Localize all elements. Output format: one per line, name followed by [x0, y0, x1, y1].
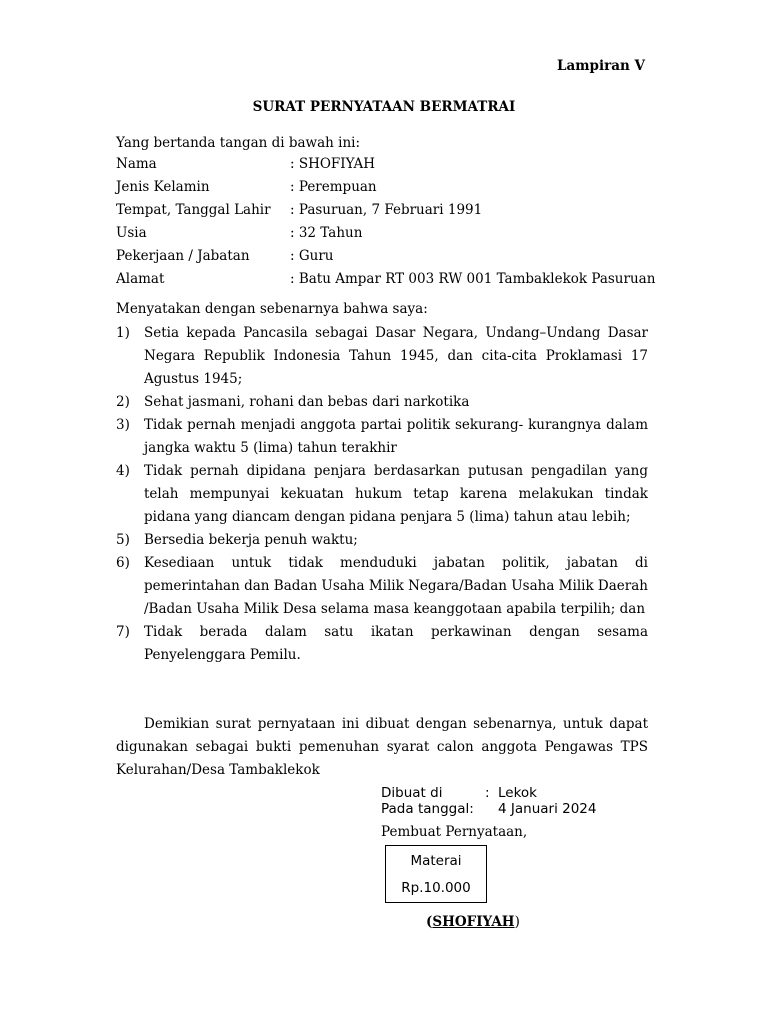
list-item-number: 2) [116, 394, 130, 410]
attachment-label: Lampiran V [557, 58, 645, 74]
list-item [116, 322, 648, 391]
signature-open-paren: ( [426, 914, 433, 930]
field-row-usia [116, 222, 655, 245]
maker-label: Pembuat Pernyataan, [381, 824, 528, 840]
date-row [381, 801, 596, 817]
list-item-number: 7) [116, 624, 130, 640]
list-item [116, 414, 648, 460]
list-item [116, 529, 648, 552]
field-row-jenis-kelamin [116, 176, 655, 199]
list-item [116, 391, 648, 414]
list-item-number: 3) [116, 417, 130, 433]
date-label: Pada tanggal: [381, 801, 474, 817]
field-label: Alamat [116, 271, 165, 287]
stamp-value: Rp.10.000 [401, 880, 471, 896]
list-item-text: Tidak pernah menjadi anggota partai politik sekurang- kurangnya dalam jangka waktu 5 (lima) tahun terakhir [144, 417, 648, 456]
list-item-number: 1) [116, 325, 130, 341]
place-colon: : [485, 785, 490, 801]
place-date-block [381, 785, 596, 817]
field-value: : SHOFIYAH [290, 156, 376, 172]
list-item-text: Bersedia bekerja penuh waktu; [144, 532, 358, 548]
field-row-tempat-tanggal-lahir [116, 199, 655, 222]
field-value: : Perempuan [290, 179, 377, 195]
list-item-text: Setia kepada Pancasila sebagai Dasar Negara, Undang–Undang Dasar Negara Republik Indonesia Tahun 1945, dan cita-cita Proklamasi 17 Agustus 1945; [144, 325, 648, 387]
field-value: : 32 Tahun [290, 225, 363, 241]
list-item-text: Kesediaan untuk tidak menduduki jabatan politik, jabatan di pemerintahan dan Badan Usaha Milik Negara/Badan Usaha Milik Daerah /Badan Usaha Milik Desa selama masa keanggotaan apabila terpilih; dan [144, 555, 648, 617]
field-label: Jenis Kelamin [116, 179, 210, 195]
field-label: Tempat, Tanggal Lahir [116, 202, 271, 218]
field-label: Nama [116, 156, 157, 172]
field-value: : Batu Ampar RT 003 RW 001 Tambaklekok Pasuruan [290, 271, 656, 287]
list-item-number: 4) [116, 463, 130, 479]
date-value: 4 Januari 2024 [498, 801, 597, 817]
stamp-label: Materai [410, 853, 462, 869]
list-item [116, 552, 648, 621]
field-row-alamat [116, 268, 655, 291]
declaration-intro: Menyatakan dengan sebenarnya bahwa saya: [116, 301, 428, 317]
identity-fields [116, 153, 655, 291]
field-label: Pekerjaan / Jabatan [116, 248, 250, 264]
signature-name-text: SHOFIYAH [432, 914, 515, 930]
place-label: Dibuat di [381, 785, 443, 801]
field-label: Usia [116, 225, 147, 241]
place-row [381, 785, 596, 801]
list-item-number: 6) [116, 555, 130, 571]
list-item [116, 460, 648, 529]
statement-list [116, 322, 648, 667]
list-item-text: Tidak pernah dipidana penjara berdasarkan putusan pengadilan yang telah mempunyai kekuatan hukum tetap karena melakukan tindak pidana yang diancam dengan pidana penjara 5 (lima) tahun atau lebih; [144, 463, 648, 525]
list-item-number: 5) [116, 532, 130, 548]
field-row-nama [116, 153, 655, 176]
field-value: : Guru [290, 248, 334, 264]
stamp-box [385, 845, 487, 903]
document-title: SURAT PERNYATAAN BERMATRAI [252, 99, 516, 115]
signature-name [426, 914, 520, 930]
place-value: Lekok [498, 785, 538, 801]
closing-paragraph: Demikian surat pernyataan ini dibuat dengan sebenarnya, untuk dapat digunakan sebagai bukti pemenuhan syarat calon anggota Pengawas TPS Kelurahan/Desa Tambaklekok [116, 716, 648, 778]
field-row-pekerjaan [116, 245, 655, 268]
list-item [116, 621, 648, 667]
signature-close-paren: ) [514, 914, 520, 930]
list-item-text: Sehat jasmani, rohani dan bebas dari narkotika [144, 394, 470, 410]
field-value: : Pasuruan, 7 Februari 1991 [290, 202, 483, 218]
list-item-text: Tidak berada dalam satu ikatan perkawinan dengan sesama Penyelenggara Pemilu. [144, 624, 648, 663]
intro-text: Yang bertanda tangan di bawah ini: [116, 135, 361, 151]
